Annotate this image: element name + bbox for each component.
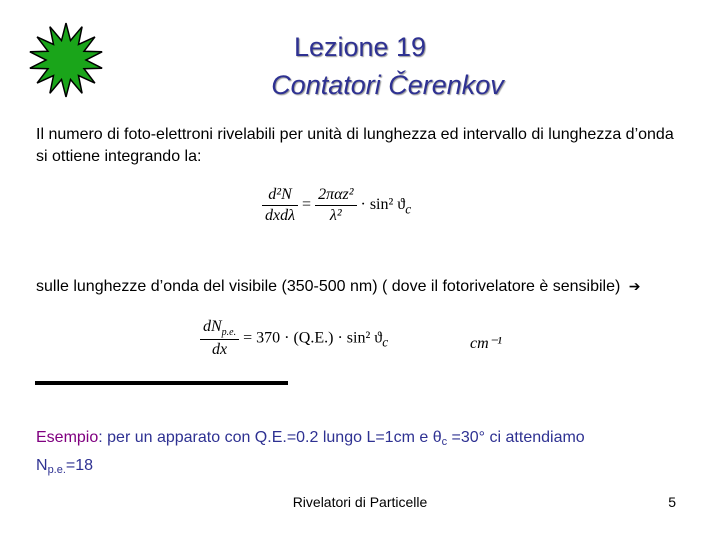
- visible-text-after: ) ( dove il fotorivelatore è sensibile): [372, 278, 621, 295]
- intro-paragraph: Il numero di foto-elettroni rivelabili per unità di lunghezza ed intervallo di lunghezza d’onda si ottiene integrando la:: [36, 126, 674, 165]
- formula-photoelectron-rate: [262, 186, 411, 225]
- example-text2: =30° ci attendiamo: [447, 429, 585, 446]
- formula2-rhs: = 370 · (Q.E.) · sin² ϑ: [243, 329, 383, 347]
- formula2-lhs-sub: p.e.: [221, 327, 237, 339]
- formula1-lhs-num: d²N: [262, 186, 298, 206]
- visible-range-value: 350-500 nm: [286, 278, 373, 295]
- example-np: N: [36, 457, 48, 474]
- formula2-lhs-num: $dN_{p.e.}$: [200, 318, 239, 340]
- formula1-lhs: [262, 186, 298, 225]
- page-number: 5: [668, 494, 676, 510]
- example-theta-sub: c: [441, 436, 448, 448]
- formula1-lhs-den: dxdλ: [265, 207, 296, 224]
- formula2-lhs-den: dx: [212, 341, 228, 359]
- arrow-right-icon: ➔: [628, 278, 641, 294]
- formula1-equals: =: [302, 196, 312, 214]
- slide-title-line1: Lezione 19: [293, 32, 427, 62]
- formula2-sub: c: [382, 334, 389, 350]
- visible-range-paragraph: [36, 275, 686, 298]
- formula1-rhs-den: λ²: [329, 207, 342, 224]
- example-np-sub: p.e.: [47, 464, 66, 476]
- formula2-unit: cm⁻¹: [470, 335, 502, 352]
- formula1-rhs: [315, 186, 356, 225]
- formula1-rhs-num: 2παz²: [315, 186, 356, 206]
- slide-title-line2: Contatori Čerenkov: [271, 70, 504, 100]
- formula1-sub: c: [405, 201, 412, 217]
- example-paragraph: [36, 426, 696, 482]
- footer-course-title: Rivelatori di Particelle: [292, 494, 428, 510]
- example-text: : per un apparato con Q.E.=0.2 lungo L=1cm e θ: [98, 429, 442, 446]
- visible-text-before: sulle lunghezze d’onda del visibile (: [36, 278, 287, 295]
- example-label: Esempio: [36, 429, 99, 446]
- divider-line: [35, 381, 288, 385]
- formula2-lhs: [200, 318, 239, 359]
- formula-photoelectron-yield: [200, 318, 388, 359]
- formula1-sin-term: · sin² ϑ: [360, 196, 406, 214]
- example-result: =18: [65, 457, 94, 474]
